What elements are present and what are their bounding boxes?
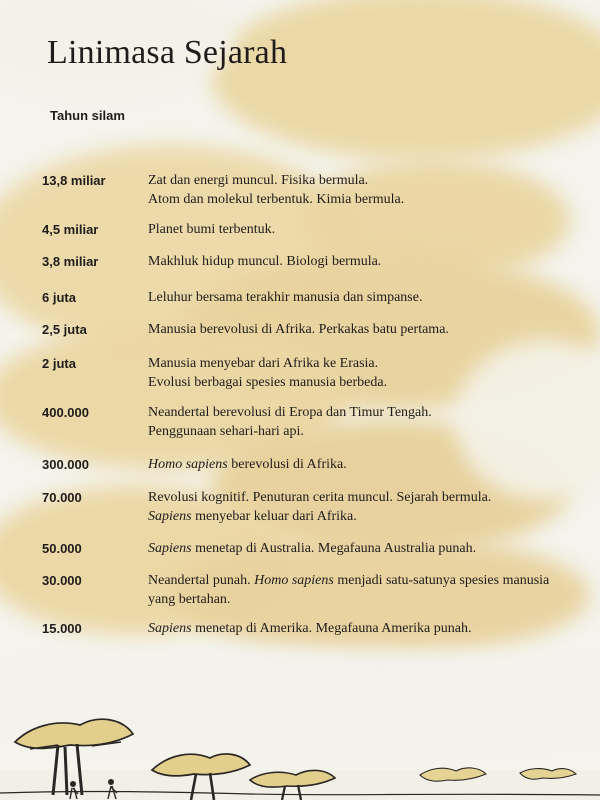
description-line: Manusia berevolusi di Afrika. Perkakas batu pertama. <box>148 322 449 337</box>
description-text: menjadi satu-satunya spesies manusia <box>333 573 550 588</box>
timeline-year: 13,8 miliar <box>42 173 106 188</box>
timeline-description <box>148 171 593 209</box>
description-line: Zat dan energi muncul. Fisika bermula. <box>148 173 369 188</box>
description-line: Evolusi berbagai spesies manusia berbeda. <box>148 375 388 390</box>
timeline-year: 6 juta <box>42 290 76 305</box>
timeline-description <box>148 619 593 638</box>
description-line: yang bertahan. <box>148 592 231 607</box>
timeline-subtitle: Tahun silam <box>50 108 125 123</box>
timeline-description <box>148 320 593 339</box>
timeline-year: 300.000 <box>42 457 89 472</box>
timeline-year: 2,5 juta <box>42 322 87 337</box>
timeline-year: 3,8 miliar <box>42 254 99 269</box>
italic-species-name: Sapiens <box>148 509 192 524</box>
timeline-year: 30.000 <box>42 573 82 588</box>
italic-species-name: Sapiens <box>148 541 192 556</box>
description-text: menyebar keluar dari Afrika. <box>191 509 357 524</box>
timeline-description <box>148 252 593 271</box>
description-text: berevolusi di Afrika. <box>227 457 347 472</box>
description-text: Neandertal punah. <box>148 573 255 588</box>
italic-species-name: Homo sapiens <box>254 573 334 588</box>
description-line: Revolusi kognitif. Penuturan cerita muncul. Sejarah bermula. <box>148 490 492 505</box>
timeline-description <box>148 288 593 307</box>
page-title: Linimasa Sejarah <box>47 34 288 71</box>
timeline-description <box>148 488 593 526</box>
timeline-description <box>148 220 593 239</box>
timeline-description <box>148 539 593 558</box>
timeline-year: 50.000 <box>42 541 82 556</box>
description-line <box>148 619 593 638</box>
description-line <box>148 539 593 558</box>
description-text: menetap di Australia. Megafauna Australia punah. <box>191 541 477 556</box>
italic-species-name: Homo sapiens <box>148 457 228 472</box>
description-line <box>148 507 593 526</box>
italic-species-name: Sapiens <box>148 621 192 636</box>
timeline-year: 2 juta <box>42 356 76 371</box>
timeline-description <box>148 455 593 474</box>
description-text: menetap di Amerika. Megafauna Amerika punah. <box>191 621 472 636</box>
description-line: Planet bumi terbentuk. <box>148 222 276 237</box>
timeline-year: 15.000 <box>42 621 82 636</box>
timeline-description <box>148 571 593 609</box>
description-line: Atom dan molekul terbentuk. Kimia bermula. <box>148 192 405 207</box>
description-line: Leluhur bersama terakhir manusia dan simpanse. <box>148 290 423 305</box>
description-line <box>148 571 593 590</box>
bottom-illustration <box>0 700 600 800</box>
timeline-description <box>148 403 593 441</box>
description-line: Manusia menyebar dari Afrika ke Erasia. <box>148 356 379 371</box>
description-line: Makhluk hidup muncul. Biologi bermula. <box>148 254 382 269</box>
description-line <box>148 455 593 474</box>
description-line: Penggunaan sehari-hari api. <box>148 424 304 439</box>
description-line: Neandertal berevolusi di Eropa dan Timur Tengah. <box>148 405 432 420</box>
timeline-description <box>148 354 593 392</box>
timeline-year: 4,5 miliar <box>42 222 99 237</box>
timeline-year: 70.000 <box>42 490 82 505</box>
timeline-year: 400.000 <box>42 405 89 420</box>
